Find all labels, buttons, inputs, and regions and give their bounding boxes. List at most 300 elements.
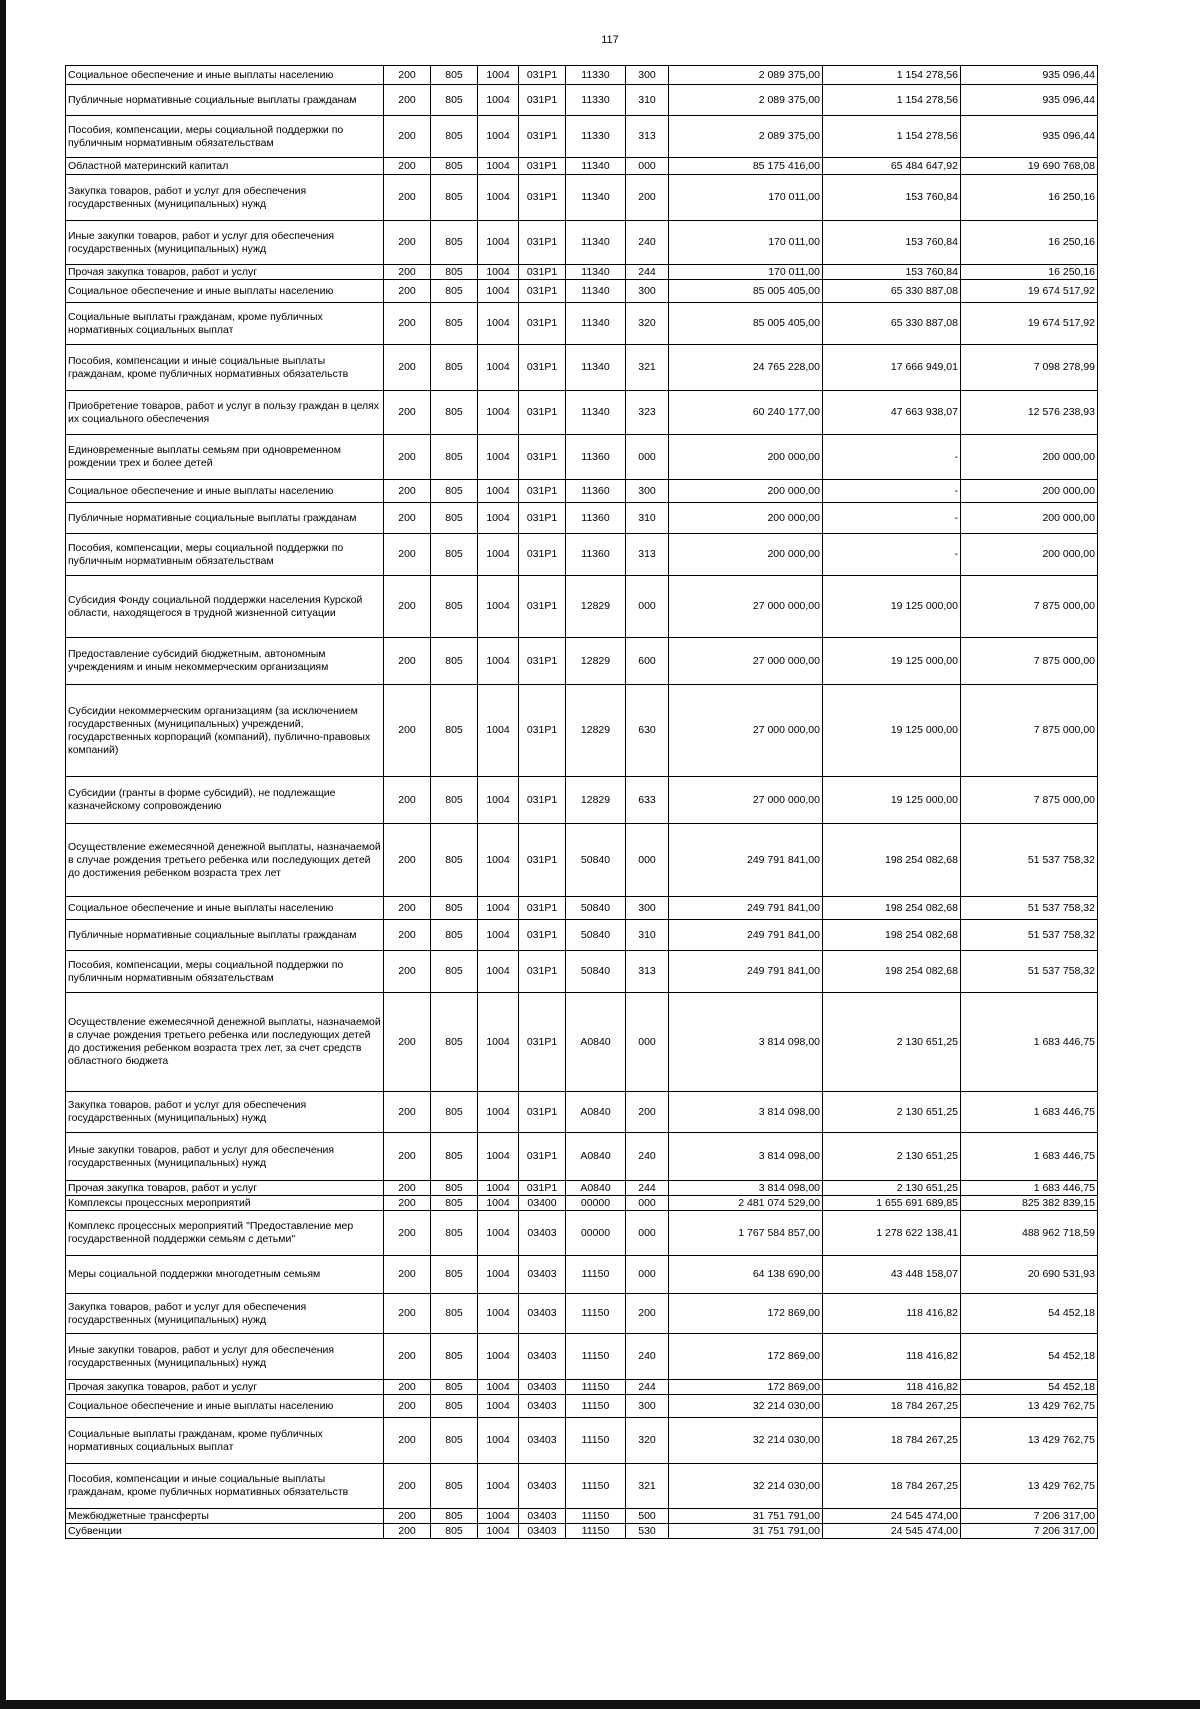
- code-expense-type: 244: [626, 1380, 669, 1395]
- code-program: 03403: [519, 1294, 566, 1334]
- code-ministry: 805: [431, 1395, 478, 1418]
- table-row: [66, 1294, 1098, 1334]
- code-section: 1004: [478, 265, 519, 280]
- code-section: 1004: [478, 1509, 519, 1524]
- code-direction: 11360: [566, 503, 626, 534]
- amount-plan: 27 000 000,00: [669, 638, 823, 685]
- table-row: [66, 1133, 1098, 1181]
- code-expense-type: 240: [626, 1334, 669, 1380]
- code-program: 031P1: [519, 503, 566, 534]
- amount-executed: 17 666 949,01: [823, 345, 961, 391]
- table-row: [66, 85, 1098, 116]
- code-admin: 200: [384, 1211, 431, 1256]
- amount-remaining: 54 452,18: [961, 1334, 1098, 1380]
- code-admin: 200: [384, 576, 431, 638]
- code-direction: 11360: [566, 435, 626, 480]
- amount-executed: -: [823, 435, 961, 480]
- amount-remaining: 20 690 531,93: [961, 1256, 1098, 1294]
- amount-plan: 172 869,00: [669, 1380, 823, 1395]
- code-expense-type: 300: [626, 897, 669, 920]
- amount-plan: 200 000,00: [669, 435, 823, 480]
- code-direction: А0840: [566, 993, 626, 1092]
- amount-executed: 24 545 474,00: [823, 1509, 961, 1524]
- table-row: [66, 1211, 1098, 1256]
- row-name: Иные закупки товаров, работ и услуг для обеспечения государственных (муниципальных) нужд: [66, 1133, 384, 1181]
- code-expense-type: 310: [626, 920, 669, 951]
- code-expense-type: 200: [626, 175, 669, 221]
- code-program: 031P1: [519, 685, 566, 777]
- amount-plan: 170 011,00: [669, 265, 823, 280]
- code-ministry: 805: [431, 116, 478, 158]
- table-row: [66, 1181, 1098, 1196]
- code-expense-type: 313: [626, 951, 669, 993]
- amount-executed: 47 663 938,07: [823, 391, 961, 435]
- row-name: Субсидия Фонду социальной поддержки населения Курской области, находящегося в трудной жизненной ситуации: [66, 576, 384, 638]
- code-program: 031P1: [519, 85, 566, 116]
- code-section: 1004: [478, 576, 519, 638]
- code-section: 1004: [478, 897, 519, 920]
- amount-remaining: 7 875 000,00: [961, 638, 1098, 685]
- amount-executed: 198 254 082,68: [823, 824, 961, 897]
- amount-executed: 18 784 267,25: [823, 1418, 961, 1464]
- code-program: 031P1: [519, 303, 566, 345]
- row-name: Прочая закупка товаров, работ и услуг: [66, 1380, 384, 1395]
- code-section: 1004: [478, 503, 519, 534]
- code-ministry: 805: [431, 897, 478, 920]
- amount-plan: 249 791 841,00: [669, 824, 823, 897]
- code-ministry: 805: [431, 1418, 478, 1464]
- code-ministry: 805: [431, 175, 478, 221]
- amount-plan: 32 214 030,00: [669, 1418, 823, 1464]
- code-direction: 11150: [566, 1395, 626, 1418]
- code-program: 031P1: [519, 345, 566, 391]
- code-program: 03403: [519, 1524, 566, 1539]
- row-name: Пособия, компенсации, меры социальной поддержки по публичным нормативным обязательствам: [66, 116, 384, 158]
- code-ministry: 805: [431, 920, 478, 951]
- amount-remaining: 200 000,00: [961, 534, 1098, 576]
- page-number: 117: [601, 34, 619, 46]
- code-ministry: 805: [431, 576, 478, 638]
- code-ministry: 805: [431, 1133, 478, 1181]
- code-direction: 11340: [566, 303, 626, 345]
- amount-executed: 18 784 267,25: [823, 1464, 961, 1509]
- code-section: 1004: [478, 116, 519, 158]
- amount-remaining: 7 206 317,00: [961, 1509, 1098, 1524]
- code-direction: 12829: [566, 576, 626, 638]
- table-row: [66, 920, 1098, 951]
- code-direction: 11150: [566, 1256, 626, 1294]
- amount-executed: 118 416,82: [823, 1380, 961, 1395]
- code-expense-type: 323: [626, 391, 669, 435]
- code-section: 1004: [478, 1196, 519, 1211]
- code-admin: 200: [384, 1334, 431, 1380]
- table-row: [66, 175, 1098, 221]
- row-name: Социальное обеспечение и иные выплаты населению: [66, 66, 384, 85]
- table-row: [66, 1092, 1098, 1133]
- amount-plan: 200 000,00: [669, 503, 823, 534]
- code-program: 031P1: [519, 824, 566, 897]
- code-expense-type: 244: [626, 265, 669, 280]
- code-admin: 200: [384, 158, 431, 175]
- code-section: 1004: [478, 534, 519, 576]
- row-name: Субсидии (гранты в форме субсидий), не подлежащие казначейскому сопровождению: [66, 777, 384, 824]
- amount-executed: 118 416,82: [823, 1294, 961, 1334]
- amount-executed: 2 130 651,25: [823, 1092, 961, 1133]
- row-name: Приобретение товаров, работ и услуг в пользу граждан в целях их социального обеспечения: [66, 391, 384, 435]
- amount-remaining: 51 537 758,32: [961, 824, 1098, 897]
- code-expense-type: 244: [626, 1181, 669, 1196]
- table-row: [66, 897, 1098, 920]
- amount-remaining: 1 683 446,75: [961, 1181, 1098, 1196]
- code-direction: А0840: [566, 1133, 626, 1181]
- row-name: Социальные выплаты гражданам, кроме публичных нормативных социальных выплат: [66, 303, 384, 345]
- amount-plan: 2 089 375,00: [669, 85, 823, 116]
- amount-plan: 249 791 841,00: [669, 897, 823, 920]
- amount-executed: 65 330 887,08: [823, 303, 961, 345]
- code-admin: 200: [384, 265, 431, 280]
- code-program: 031P1: [519, 158, 566, 175]
- amount-plan: 31 751 791,00: [669, 1524, 823, 1539]
- code-section: 1004: [478, 685, 519, 777]
- amount-executed: 198 254 082,68: [823, 951, 961, 993]
- code-direction: 12829: [566, 638, 626, 685]
- code-expense-type: 321: [626, 1464, 669, 1509]
- code-expense-type: 630: [626, 685, 669, 777]
- code-direction: 50840: [566, 951, 626, 993]
- row-name: Областной материнский капитал: [66, 158, 384, 175]
- code-direction: 11330: [566, 116, 626, 158]
- amount-remaining: 19 690 768,08: [961, 158, 1098, 175]
- code-section: 1004: [478, 1256, 519, 1294]
- code-admin: 200: [384, 777, 431, 824]
- amount-plan: 27 000 000,00: [669, 576, 823, 638]
- row-name: Социальное обеспечение и иные выплаты населению: [66, 897, 384, 920]
- amount-remaining: 54 452,18: [961, 1380, 1098, 1395]
- amount-remaining: 12 576 238,93: [961, 391, 1098, 435]
- code-ministry: 805: [431, 480, 478, 503]
- code-expense-type: 000: [626, 1196, 669, 1211]
- code-ministry: 805: [431, 158, 478, 175]
- code-section: 1004: [478, 435, 519, 480]
- amount-remaining: 13 429 762,75: [961, 1418, 1098, 1464]
- code-ministry: 805: [431, 1211, 478, 1256]
- table-row: [66, 777, 1098, 824]
- amount-executed: 153 760,84: [823, 265, 961, 280]
- code-admin: 200: [384, 1256, 431, 1294]
- code-direction: 11150: [566, 1380, 626, 1395]
- code-direction: 11340: [566, 345, 626, 391]
- amount-remaining: 825 382 839,15: [961, 1196, 1098, 1211]
- code-direction: 00000: [566, 1211, 626, 1256]
- code-program: 03403: [519, 1211, 566, 1256]
- amount-plan: 27 000 000,00: [669, 685, 823, 777]
- code-admin: 200: [384, 280, 431, 303]
- table-row: [66, 1256, 1098, 1294]
- code-direction: 11340: [566, 221, 626, 265]
- code-section: 1004: [478, 66, 519, 85]
- table-row: [66, 158, 1098, 175]
- code-expense-type: 200: [626, 1092, 669, 1133]
- amount-remaining: 7 875 000,00: [961, 576, 1098, 638]
- amount-executed: -: [823, 480, 961, 503]
- amount-remaining: 7 875 000,00: [961, 685, 1098, 777]
- code-ministry: 805: [431, 777, 478, 824]
- code-admin: 200: [384, 1509, 431, 1524]
- row-name: Социальное обеспечение и иные выплаты населению: [66, 480, 384, 503]
- code-section: 1004: [478, 1133, 519, 1181]
- code-admin: 200: [384, 1524, 431, 1539]
- amount-plan: 32 214 030,00: [669, 1395, 823, 1418]
- code-section: 1004: [478, 1380, 519, 1395]
- code-admin: 200: [384, 1181, 431, 1196]
- code-program: 03403: [519, 1418, 566, 1464]
- code-section: 1004: [478, 1464, 519, 1509]
- code-program: 031P1: [519, 480, 566, 503]
- code-section: 1004: [478, 391, 519, 435]
- amount-executed: 1 154 278,56: [823, 85, 961, 116]
- amount-executed: 65 484 647,92: [823, 158, 961, 175]
- code-admin: 200: [384, 638, 431, 685]
- row-name: Публичные нормативные социальные выплаты гражданам: [66, 85, 384, 116]
- table-row: [66, 345, 1098, 391]
- amount-plan: 2 481 074 529,00: [669, 1196, 823, 1211]
- code-admin: 200: [384, 1418, 431, 1464]
- code-admin: 200: [384, 1196, 431, 1211]
- code-expense-type: 320: [626, 303, 669, 345]
- amount-executed: -: [823, 503, 961, 534]
- table-row: [66, 638, 1098, 685]
- code-expense-type: 000: [626, 576, 669, 638]
- code-program: 031P1: [519, 777, 566, 824]
- amount-plan: 24 765 228,00: [669, 345, 823, 391]
- row-name: Иные закупки товаров, работ и услуг для обеспечения государственных (муниципальных) нужд: [66, 221, 384, 265]
- amount-remaining: 19 674 517,92: [961, 303, 1098, 345]
- table-row: [66, 1418, 1098, 1464]
- scan-border-left: [0, 0, 6, 1709]
- code-section: 1004: [478, 777, 519, 824]
- code-section: 1004: [478, 1524, 519, 1539]
- amount-remaining: 1 683 446,75: [961, 1133, 1098, 1181]
- amount-executed: 1 278 622 138,41: [823, 1211, 961, 1256]
- code-direction: 00000: [566, 1196, 626, 1211]
- amount-remaining: 7 875 000,00: [961, 777, 1098, 824]
- code-admin: 200: [384, 920, 431, 951]
- amount-executed: 198 254 082,68: [823, 897, 961, 920]
- code-program: 03400: [519, 1196, 566, 1211]
- row-name: Пособия, компенсации, меры социальной поддержки по публичным нормативным обязательствам: [66, 951, 384, 993]
- row-name: Субсидии некоммерческим организациям (за исключением государственных (муниципальных) учреждений, государственных корпораций (компаний), публично-правовых компаний): [66, 685, 384, 777]
- code-expense-type: 320: [626, 1418, 669, 1464]
- table-row: [66, 1524, 1098, 1539]
- code-section: 1004: [478, 221, 519, 265]
- code-expense-type: 000: [626, 435, 669, 480]
- amount-plan: 31 751 791,00: [669, 1509, 823, 1524]
- table-row: [66, 221, 1098, 265]
- code-section: 1004: [478, 1211, 519, 1256]
- code-direction: 12829: [566, 777, 626, 824]
- code-ministry: 805: [431, 85, 478, 116]
- code-direction: 11150: [566, 1334, 626, 1380]
- code-section: 1004: [478, 951, 519, 993]
- code-section: 1004: [478, 638, 519, 685]
- table-body: [66, 66, 1098, 1539]
- code-admin: 200: [384, 534, 431, 576]
- amount-executed: 1 655 691 689,85: [823, 1196, 961, 1211]
- code-admin: 200: [384, 1464, 431, 1509]
- amount-remaining: 19 674 517,92: [961, 280, 1098, 303]
- amount-executed: 1 154 278,56: [823, 116, 961, 158]
- amount-plan: 200 000,00: [669, 534, 823, 576]
- code-direction: 11330: [566, 66, 626, 85]
- amount-remaining: 51 537 758,32: [961, 897, 1098, 920]
- code-expense-type: 600: [626, 638, 669, 685]
- table-row: [66, 1196, 1098, 1211]
- amount-remaining: 13 429 762,75: [961, 1464, 1098, 1509]
- code-ministry: 805: [431, 1092, 478, 1133]
- code-direction: 11340: [566, 175, 626, 221]
- code-direction: А0840: [566, 1092, 626, 1133]
- code-expense-type: 240: [626, 221, 669, 265]
- amount-executed: 1 154 278,56: [823, 66, 961, 85]
- code-program: 03403: [519, 1395, 566, 1418]
- code-admin: 200: [384, 951, 431, 993]
- code-expense-type: 000: [626, 824, 669, 897]
- row-name: Предоставление субсидий бюджетным, автономным учреждениям и иным некоммерческим организациям: [66, 638, 384, 685]
- code-program: 031P1: [519, 265, 566, 280]
- table-row: [66, 1395, 1098, 1418]
- code-ministry: 805: [431, 1181, 478, 1196]
- amount-remaining: 935 096,44: [961, 66, 1098, 85]
- code-admin: 200: [384, 175, 431, 221]
- table-row: [66, 993, 1098, 1092]
- amount-executed: 19 125 000,00: [823, 685, 961, 777]
- row-name: Единовременные выплаты семьям при одновременном рождении трех и более детей: [66, 435, 384, 480]
- amount-plan: 32 214 030,00: [669, 1464, 823, 1509]
- code-program: 031P1: [519, 66, 566, 85]
- code-ministry: 805: [431, 391, 478, 435]
- amount-executed: 65 330 887,08: [823, 280, 961, 303]
- amount-plan: 249 791 841,00: [669, 951, 823, 993]
- amount-plan: 1 767 584 857,00: [669, 1211, 823, 1256]
- row-name: Комплексы процессных мероприятий: [66, 1196, 384, 1211]
- row-name: Публичные нормативные социальные выплаты гражданам: [66, 920, 384, 951]
- table-row: [66, 576, 1098, 638]
- amount-executed: 43 448 158,07: [823, 1256, 961, 1294]
- budget-table: [65, 65, 1098, 1539]
- code-program: 031P1: [519, 1133, 566, 1181]
- code-program: 031P1: [519, 280, 566, 303]
- amount-plan: 27 000 000,00: [669, 777, 823, 824]
- amount-remaining: 1 683 446,75: [961, 1092, 1098, 1133]
- code-ministry: 805: [431, 303, 478, 345]
- code-admin: 200: [384, 221, 431, 265]
- code-ministry: 805: [431, 503, 478, 534]
- table-row: [66, 265, 1098, 280]
- code-admin: 200: [384, 1092, 431, 1133]
- amount-executed: 198 254 082,68: [823, 920, 961, 951]
- code-program: 031P1: [519, 221, 566, 265]
- code-ministry: 805: [431, 685, 478, 777]
- amount-executed: 19 125 000,00: [823, 777, 961, 824]
- code-expense-type: 300: [626, 480, 669, 503]
- code-direction: 11360: [566, 534, 626, 576]
- code-program: 031P1: [519, 951, 566, 993]
- amount-plan: 2 089 375,00: [669, 116, 823, 158]
- code-ministry: 805: [431, 638, 478, 685]
- code-admin: 200: [384, 1133, 431, 1181]
- amount-plan: 200 000,00: [669, 480, 823, 503]
- code-admin: 200: [384, 391, 431, 435]
- code-admin: 200: [384, 897, 431, 920]
- code-expense-type: 000: [626, 1256, 669, 1294]
- amount-plan: 85 175 416,00: [669, 158, 823, 175]
- row-name: Закупка товаров, работ и услуг для обеспечения государственных (муниципальных) нужд: [66, 175, 384, 221]
- amount-remaining: 7 098 278,99: [961, 345, 1098, 391]
- code-program: 031P1: [519, 576, 566, 638]
- code-expense-type: 200: [626, 1294, 669, 1334]
- code-section: 1004: [478, 1395, 519, 1418]
- code-section: 1004: [478, 824, 519, 897]
- code-section: 1004: [478, 345, 519, 391]
- code-section: 1004: [478, 1418, 519, 1464]
- amount-remaining: 935 096,44: [961, 85, 1098, 116]
- code-expense-type: 000: [626, 993, 669, 1092]
- code-section: 1004: [478, 280, 519, 303]
- code-ministry: 805: [431, 1294, 478, 1334]
- code-direction: 11150: [566, 1524, 626, 1539]
- code-ministry: 805: [431, 265, 478, 280]
- code-section: 1004: [478, 1181, 519, 1196]
- code-program: 031P1: [519, 1181, 566, 1196]
- code-expense-type: 300: [626, 280, 669, 303]
- code-ministry: 805: [431, 993, 478, 1092]
- amount-plan: 3 814 098,00: [669, 1133, 823, 1181]
- code-expense-type: 310: [626, 503, 669, 534]
- code-admin: 200: [384, 303, 431, 345]
- amount-remaining: 13 429 762,75: [961, 1395, 1098, 1418]
- code-direction: 50840: [566, 920, 626, 951]
- amount-remaining: 54 452,18: [961, 1294, 1098, 1334]
- amount-plan: 3 814 098,00: [669, 1181, 823, 1196]
- code-admin: 200: [384, 435, 431, 480]
- code-direction: 11340: [566, 280, 626, 303]
- amount-remaining: 16 250,16: [961, 175, 1098, 221]
- code-section: 1004: [478, 1092, 519, 1133]
- code-admin: 200: [384, 993, 431, 1092]
- table-row: [66, 116, 1098, 158]
- code-program: 031P1: [519, 638, 566, 685]
- code-program: 031P1: [519, 435, 566, 480]
- code-admin: 200: [384, 116, 431, 158]
- code-section: 1004: [478, 175, 519, 221]
- code-ministry: 805: [431, 280, 478, 303]
- amount-remaining: 51 537 758,32: [961, 951, 1098, 993]
- amount-executed: 19 125 000,00: [823, 576, 961, 638]
- amount-plan: 60 240 177,00: [669, 391, 823, 435]
- table-row: [66, 1334, 1098, 1380]
- code-direction: 50840: [566, 897, 626, 920]
- table-row: [66, 824, 1098, 897]
- code-program: 031P1: [519, 175, 566, 221]
- code-section: 1004: [478, 303, 519, 345]
- table-row: [66, 1464, 1098, 1509]
- code-program: 03403: [519, 1256, 566, 1294]
- code-ministry: 805: [431, 1256, 478, 1294]
- code-direction: 12829: [566, 685, 626, 777]
- code-admin: 200: [384, 66, 431, 85]
- amount-executed: 153 760,84: [823, 221, 961, 265]
- code-admin: 200: [384, 1395, 431, 1418]
